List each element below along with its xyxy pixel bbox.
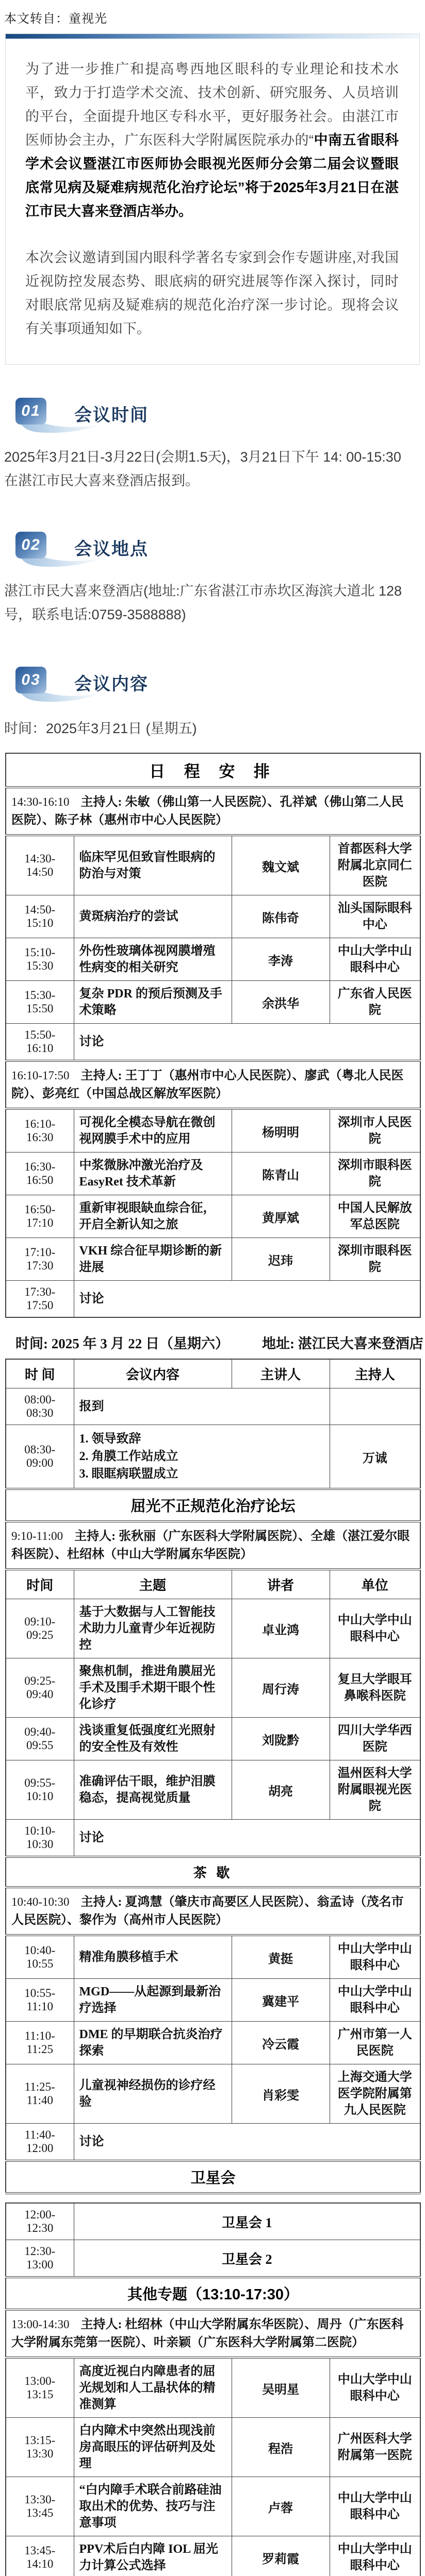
day2-date-caption xyxy=(15,1332,425,1352)
table-row xyxy=(6,1979,420,2022)
section-title: 会议内容 xyxy=(74,670,149,695)
unit-cell: 中山大学中山眼科中心 xyxy=(330,2358,420,2418)
time-cell: 08:30-09:00 xyxy=(6,1425,74,1489)
speaker-cell: 胡亮 xyxy=(232,1760,330,1820)
session-hosts: 主持人: 杜绍林（中山大学附属东华医院）、周丹（广东医科大学附属东莞第一医院）、叶亲颖（广东医科大学附属第二医院） xyxy=(11,2318,403,2349)
schedule-table-satellite-and-topics xyxy=(5,2202,421,2576)
time-cell: 15:50-16:10 xyxy=(6,1024,74,1061)
table-row xyxy=(6,1388,420,1425)
unit-cell: 温州医科大学附属眼视光医院 xyxy=(330,1760,420,1820)
session-host-cell xyxy=(6,1061,420,1109)
speaker-cell: 刘陇黔 xyxy=(232,1718,330,1760)
table-row xyxy=(6,1718,420,1760)
topic-cell: 中浆微脉冲激光治疗及 EasyRet 技术革新 xyxy=(74,1153,232,1195)
speaker-cell: 程浩 xyxy=(232,2418,330,2477)
time-cell: 16:50-17:10 xyxy=(6,1195,74,1238)
unit-cell: 汕头国际眼科中心 xyxy=(330,895,420,938)
speaker-cell: 李涛 xyxy=(232,938,330,981)
time-cell: 08:00-08:30 xyxy=(6,1388,74,1425)
table-row xyxy=(6,2203,420,2240)
forum-section-header: 屈光不正规范化治疗论坛 xyxy=(6,1489,420,1521)
time-cell: 11:10-11:25 xyxy=(6,2022,74,2064)
section-heading-meeting-content xyxy=(13,667,425,704)
session-time: 13:00-14:30 xyxy=(11,2318,69,2331)
session-hosts: 主持人: 王丁丁（惠州市中心人民医院）、廖武（粤北人民医院）、彭亮红（中国总战区解放军医院） xyxy=(11,1069,403,1100)
table-row xyxy=(6,1061,420,1109)
session-host-cell xyxy=(6,787,420,835)
time-cell: 17:30-17:50 xyxy=(6,1281,74,1318)
table-row xyxy=(6,1658,420,1718)
meeting-time-text: 2025年3月21日-3月22日(会期1.5天)，3月21日下午 14: 00-15:30 在湛江市民大喜来登酒店报到。 xyxy=(4,445,418,493)
table-row xyxy=(6,753,420,787)
time-cell: 13:15-13:30 xyxy=(6,2418,74,2477)
speaker-cell: 冷云霞 xyxy=(232,2022,330,2064)
table-row xyxy=(6,1238,420,1281)
unit-cell: 深圳市人民医院 xyxy=(330,1109,420,1153)
unit-cell: 广东省人民医院 xyxy=(330,981,420,1024)
table-row xyxy=(6,2277,420,2310)
unit-cell: 复旦大学眼耳鼻喉科医院 xyxy=(330,1658,420,1718)
speaker-cell: 黄厚斌 xyxy=(232,1195,330,1238)
time-cell: 10:10-10:30 xyxy=(6,1820,74,1857)
column-header: 时间 xyxy=(6,1569,74,1599)
table-row xyxy=(6,835,420,895)
host-cell xyxy=(330,1388,420,1425)
table-row xyxy=(6,1521,420,1569)
time-cell: 09:10-09:25 xyxy=(6,1599,74,1658)
speaker-cell: 余洪华 xyxy=(232,981,330,1024)
topic-cell: 白内障术中突然出现浅前房高眼压的评估研判及处理 xyxy=(74,2418,232,2477)
speaker-cell: 周行涛 xyxy=(232,1658,330,1718)
section-number-badge: 01 xyxy=(15,398,46,425)
unit-cell: 深圳市眼科医院 xyxy=(330,1238,420,1281)
time-cell: 10:40-10:55 xyxy=(6,1935,74,1979)
forum-section-header: 其他专题（13:10-17:30） xyxy=(6,2277,420,2310)
forum-section-header: 卫星会 xyxy=(6,2161,420,2193)
speaker-cell: 迟玮 xyxy=(232,1238,330,1281)
unit-cell: 上海交通大学医学院附属第九人民医院 xyxy=(330,2064,420,2124)
topic-cell: 复杂 PDR 的预后预测及手术策略 xyxy=(74,981,232,1024)
source-line: 本文转自：童视光 xyxy=(0,6,425,33)
topic-cell: DME 的早期联合抗炎治疗探索 xyxy=(74,2022,232,2064)
table-row xyxy=(6,1935,420,1979)
discussion-cell: 讨论 xyxy=(74,1820,420,1857)
speaker-cell: 卢蓉 xyxy=(232,2477,330,2536)
unit-cell: 中山大学中山眼科中心 xyxy=(330,1979,420,2022)
section-heading-meeting-time xyxy=(13,398,425,435)
column-header: 讲者 xyxy=(232,1569,330,1599)
topic-cell: 黄斑病治疗的尝试 xyxy=(74,895,232,938)
time-cell: 16:10-16:30 xyxy=(6,1109,74,1153)
unit-cell: 四川大学华西医院 xyxy=(330,1718,420,1760)
speaker-cell: 罗莉霞 xyxy=(232,2536,330,2576)
agenda-line: 3. 眼眶病联盟成立 xyxy=(79,1466,324,1482)
column-header: 主持人 xyxy=(330,1359,420,1388)
table-row xyxy=(6,1109,420,1153)
schedule-table-day1 xyxy=(5,753,421,1318)
blue-gradient-strip xyxy=(6,34,419,39)
topic-cell: 高度近视白内障患者的屈光规划和人工晶状体的精准测算 xyxy=(74,2358,232,2418)
table-row xyxy=(6,1760,420,1820)
table-row xyxy=(6,787,420,835)
session-host-cell xyxy=(6,2310,420,2358)
topic-cell: 聚焦机制，推进角膜屈光手术及围手术期干眼个性化诊疗 xyxy=(74,1658,232,1718)
speaker-cell: 肖彩雯 xyxy=(232,2064,330,2124)
session-time: 9:10-11:00 xyxy=(11,1530,63,1543)
speaker-cell: 魏文斌 xyxy=(232,835,330,895)
topic-cell: 浅谈重复低强度红光照射的安全性及有效性 xyxy=(74,1718,232,1760)
time-cell: 09:25-09:40 xyxy=(6,1658,74,1718)
speaker-cell: 卓业鸿 xyxy=(232,1599,330,1658)
session-hosts: 主持人: 张秋丽（广东医科大学附属医院）、全雄（湛江爱尔眼科医院）、杜绍林（中山大学附属东华医院） xyxy=(11,1530,410,1561)
column-header: 主题 xyxy=(74,1569,232,1599)
table-row xyxy=(6,2477,420,2536)
topic-cell: 基于大数据与人工智能技术助力儿童青少年近视防控 xyxy=(74,1599,232,1658)
intro-box xyxy=(5,33,420,365)
table-row xyxy=(6,1599,420,1658)
speaker-cell: 陈青山 xyxy=(232,1153,330,1195)
session-hosts: 主持人: 朱敏（佛山第一人民医院）、孔祥斌（佛山第二人民医院）、陈子林（惠州市中心人民医院） xyxy=(11,795,403,827)
host-cell: 万诚 xyxy=(330,1425,420,1489)
discussion-cell: 讨论 xyxy=(74,1024,420,1061)
table-row xyxy=(6,2022,420,2064)
unit-cell: 广州医科大学附属第一医院 xyxy=(330,2418,420,2477)
agenda-line: 2. 角膜工作站成立 xyxy=(79,1448,324,1465)
topic-cell: 外伤性玻璃体视网膜增殖性病变的相关研究 xyxy=(74,938,232,981)
unit-cell: 中山大学中山眼科中心 xyxy=(330,2477,420,2536)
satellite-session-cell: 卫星会 2 xyxy=(74,2240,420,2278)
speaker-cell: 杨明明 xyxy=(232,1109,330,1153)
speaker-cell: 吴明星 xyxy=(232,2358,330,2418)
session-time: 10:40-10:30 xyxy=(11,1895,69,1908)
time-cell: 16:30-16:50 xyxy=(6,1153,74,1195)
speaker-cell: 陈伟奇 xyxy=(232,895,330,938)
time-cell: 14:30-14:50 xyxy=(6,835,74,895)
table-row xyxy=(6,1887,420,1935)
time-cell: 15:30-15:50 xyxy=(6,981,74,1024)
speaker-cell: 冀建平 xyxy=(232,1979,330,2022)
conference-title-bold: 中南五省眼科学术会议暨湛江市医师协会眼视光医师分会第二届会议暨眼底常见病及疑难病规范化治疗论坛”将于2025年3月21日在湛江市民大喜来登酒店举办。 xyxy=(25,132,399,219)
meeting-place-text: 湛江市民大喜来登酒店(地址:广东省湛江市赤坎区海滨大道北 128号，联系电话:0759-3588888) xyxy=(4,579,418,626)
table-row xyxy=(6,1425,420,1489)
unit-cell: 首都医科大学附属北京同仁医院 xyxy=(330,835,420,895)
speaker-cell: 黄挺 xyxy=(232,1935,330,1979)
content-cell xyxy=(74,1425,330,1489)
time-cell: 12:30-13:00 xyxy=(6,2240,74,2278)
time-cell: 15:10-15:30 xyxy=(6,938,74,981)
table-row xyxy=(6,981,420,1024)
time-cell: 13:00-13:15 xyxy=(6,2358,74,2418)
topic-cell: 可视化全模态导航在微创视网膜手术中的应用 xyxy=(74,1109,232,1153)
topic-cell: 精准角膜移植手术 xyxy=(74,1935,232,1979)
topic-cell: “白内障手术联合前路硅油取出术的优势、技巧与注意事项 xyxy=(74,2477,232,2536)
table-row xyxy=(6,2240,420,2278)
table-row xyxy=(6,1569,420,1599)
discussion-cell: 讨论 xyxy=(74,1281,420,1318)
topic-cell: VKH 综合征早期诊断的新进展 xyxy=(74,1238,232,1281)
time-cell: 09:55-10:10 xyxy=(6,1760,74,1820)
session-hosts: 主持人: 夏鸿慧（肇庆市高要区人民医院）、翁孟诗（茂名市人民医院）、黎作为（高州市人民医院） xyxy=(11,1895,403,1927)
column-header: 时 间 xyxy=(6,1359,74,1388)
table-row xyxy=(6,2310,420,2358)
unit-cell: 中山大学中山眼科中心 xyxy=(330,1935,420,1979)
table-row xyxy=(6,1281,420,1318)
table-row xyxy=(6,1857,420,1887)
topic-cell: PPV术后白内障 IOL 屈光力计算公式选择 xyxy=(74,2536,232,2576)
topic-cell: 重新审视眼缺血综合征，开启全新认知之旅 xyxy=(74,1195,232,1238)
table-row xyxy=(6,1820,420,1857)
time-cell: 09:40-09:55 xyxy=(6,1718,74,1760)
topic-cell: MGD——从起源到最新治疗选择 xyxy=(74,1979,232,2022)
table-row xyxy=(6,2064,420,2124)
section-heading-meeting-place xyxy=(13,532,425,569)
table-row xyxy=(6,938,420,981)
intro-paragraph-1 xyxy=(25,57,399,223)
session-time: 14:30-16:10 xyxy=(11,795,69,808)
session-time: 16:10-17:50 xyxy=(11,1069,69,1082)
satellite-session-cell: 卫星会 1 xyxy=(74,2203,420,2240)
time-cell: 17:10-17:30 xyxy=(6,1238,74,1281)
tea-break-cell: 茶 歇 xyxy=(6,1857,420,1887)
column-header: 会议内容 xyxy=(74,1359,232,1388)
table-row xyxy=(6,1024,420,1061)
session-host-cell xyxy=(6,1521,420,1569)
unit-cell: 中山大学中山眼科中心 xyxy=(330,1599,420,1658)
time-cell: 10:55-11:10 xyxy=(6,1979,74,2022)
time-cell: 12:00-12:30 xyxy=(6,2203,74,2240)
schedule-table-day2 xyxy=(5,1359,421,2194)
unit-cell: 广州市第一人民医院 xyxy=(330,2022,420,2064)
day2-place-label: 地址: 湛江民大喜来登酒店 xyxy=(262,1336,423,1351)
table-row xyxy=(6,895,420,938)
day1-date-caption: 时间：2025年3月21日 (星期五) xyxy=(4,717,425,737)
section-number-badge: 03 xyxy=(15,667,46,693)
discussion-cell: 讨论 xyxy=(74,2124,420,2161)
unit-cell: 中山大学中山眼科中心 xyxy=(330,938,420,981)
section-number-badge: 02 xyxy=(15,532,46,558)
intro-text: 为了进一步推广和提高粤西地区眼科的专业理论和技术水平，致力于打造学术交流、技术创新、研究服务、人员培训的平台，全面提升地区专科水平，更好服务社会。由湛江市医师协会主办，广东医科大学附属医院承办的“ xyxy=(25,61,399,148)
time-cell: 11:40-12:00 xyxy=(6,2124,74,2161)
table-row xyxy=(6,2358,420,2418)
table-row xyxy=(6,2124,420,2161)
table-row xyxy=(6,2418,420,2477)
unit-cell: 深圳市眼科医院 xyxy=(330,1153,420,1195)
topic-cell: 临床罕见但致盲性眼病的防治与对策 xyxy=(74,835,232,895)
time-cell: 14:50-15:10 xyxy=(6,895,74,938)
unit-cell: 中山大学中山眼科中心 xyxy=(330,2536,420,2576)
time-cell: 13:30-13:45 xyxy=(6,2477,74,2536)
unit-cell: 中国人民解放军总医院 xyxy=(330,1195,420,1238)
column-header: 主讲人 xyxy=(232,1359,330,1388)
session-host-cell xyxy=(6,1887,420,1935)
table-row xyxy=(6,1195,420,1238)
time-cell: 11:25-11:40 xyxy=(6,2064,74,2124)
table-row xyxy=(6,1359,420,1388)
table-row xyxy=(6,1489,420,1521)
topic-cell: 准确评估干眼，维护泪膜稳态，提高视觉质量 xyxy=(74,1760,232,1820)
topic-cell: 儿童视神经损伤的诊疗经验 xyxy=(74,2064,232,2124)
section-title: 会议时间 xyxy=(74,401,149,426)
content-cell: 报到 xyxy=(74,1388,330,1425)
table-row xyxy=(6,2161,420,2193)
table-row xyxy=(6,2536,420,2576)
table-row xyxy=(6,1153,420,1195)
agenda-line: 1. 领导致辞 xyxy=(79,1431,324,1447)
section-title: 会议地点 xyxy=(74,535,149,560)
day2-time-label: 时间: 2025 年 3 月 22 日（星期六） xyxy=(15,1336,229,1351)
table-title: 日 程 安 排 xyxy=(6,753,420,787)
intro-paragraph-2: 本次会议邀请到国内眼科学著名专家到会作专题讲座,对我国近视防控发展态势、眼底病的研究进展等作深入探讨，同时对眼底常见病及疑难病的规范化治疗深一步讨论。现将会议有关事项通知如下。 xyxy=(25,246,399,341)
column-header: 单位 xyxy=(330,1569,420,1599)
time-cell: 13:45-14:10 xyxy=(6,2536,74,2576)
